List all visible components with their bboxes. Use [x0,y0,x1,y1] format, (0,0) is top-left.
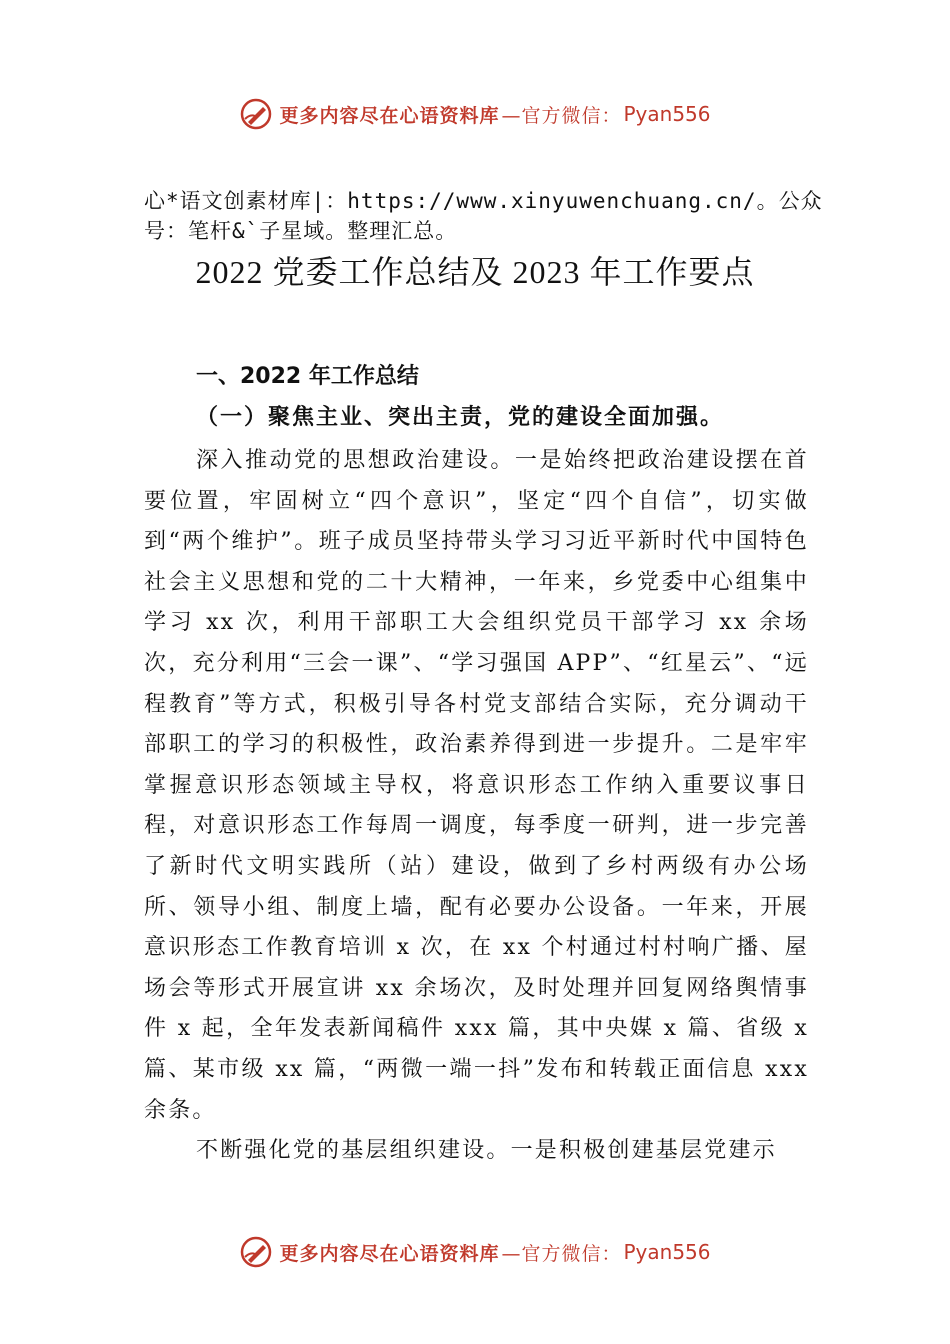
banner-sub-text: —官方微信： [501,104,622,127]
document-title: 2022 党委工作总结及 2023 年工作要点 [195,254,755,290]
footer-banner [0,1232,950,1272]
source-note: 心*语文创素材库|：https://www.xinyuwenchuang.cn/。公众号：笔杆&`子星域。整理汇总。 [144,189,823,243]
subsection-heading: （一）聚焦主业、突出主责，党的建设全面加强。 [196,404,725,430]
pen-logo-icon [239,1235,273,1269]
body-paragraph-2: 不断强化党的基层组织建设。一是积极创建基层党建示 [196,1138,777,1163]
banner-wechat-id: Pyan556 [623,102,711,126]
header-banner [0,94,950,134]
banner-main-text: 更多内容尽在心语资料库 [279,104,500,127]
banner-wechat-id: Pyan556 [623,1240,711,1264]
banner-sub-text: —官方微信： [501,1242,622,1265]
body-paragraph-1: 深入推动党的思想政治建设。一是始终把政治建设摆在首要位置，牢固树立“四个意识”，坚定“四个自信”，切实做到“两个维护”。班子成员坚持带头学习习近平新时代中国特色社会主义思想和党的二十大精神，一年来，乡党委中心组集中学习 xx 次，利用干部职工大会组织党员干部学习 xx 余场次，充分利用“三会一课”、“学习强国 APP”、“红星云”、“远程教育”等方式，积极引导各村党支部结合实际，充分调动干部职工的学习的积极性，政治素养得到进一步提升。二是牢牢掌握意识形态领域主导权，将意识形态工作纳入重要议事日程，对意识形态工作每周一调度，每季度一研判，进一步完善了新时代文明实践所（站）建设，做到了乡村两级有办公场所、领导小组、制度上墙，配有必要办公设备。一年来，开展意识形态工作教育培训 x 次，在 xx 个村通过村村响广播、屋场会等形式开展宣讲 xx 余场次，及时处理并回复网络舆情事件 x 起，全年发表新闻稿件 xxx 篇，其中央媒 x 篇、省级 x 篇、某市级 xx 篇，“两微一端一抖”发布和转载正面信息 xxx 余条。 [144,448,809,1123]
banner-main-text: 更多内容尽在心语资料库 [279,1242,500,1265]
section-heading: 一、2022 年工作总结 [196,364,419,389]
pen-logo-icon [239,97,273,131]
